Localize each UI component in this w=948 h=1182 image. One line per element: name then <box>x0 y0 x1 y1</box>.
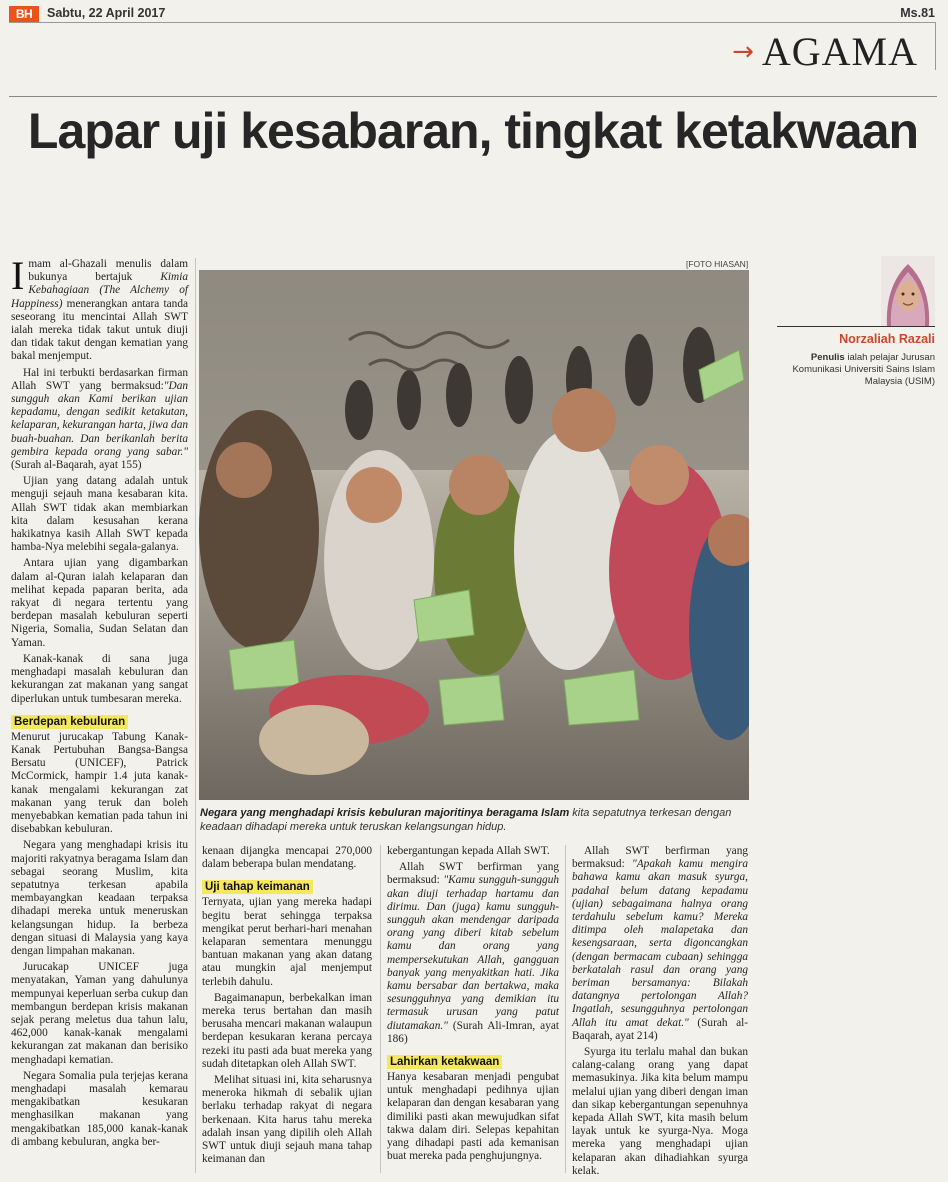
paragraph: Ujian yang datang adalah untuk menguji sejauh mana kesabaran kita. Allah SWT tidak akan membiarkan kita dalam kesusahan kerana hakikatnya kasih Allah SWT kepada hamba-Nya melebihi segala-galanya. <box>11 475 188 554</box>
quote: "Dan sungguh akan Kami berikan ujian kepadamu, dengan sedikit ketakutan, kelaparan, kekurangan harta, jiwa dan buah-buahan. Dan berikanlah berita gembira kepada orang yang sabar." <box>11 379 188 458</box>
lead-text: mam al-Ghazali menulis dalam bukunya bertajuk <box>28 258 188 284</box>
section-header <box>732 30 918 74</box>
citation: (Surah Ali-Imran, ayat 186) <box>387 1019 559 1045</box>
bh-logo: BH <box>9 6 39 23</box>
issue-date: Sabtu, 22 April 2017 <box>47 6 166 20</box>
headline: Lapar uji kesabaran, tingkat ketakwaan <box>27 103 919 159</box>
quote: "Apakah kamu mengira bahawa kamu akan masuk syurga, padahal belum datang kepadamu (ujian) sebagaimana halnya orang terdahulu sebelum kamu? Mereka ditimpa oleh malapetaka dan kesengsaraan, serta digoncangkan (dengan bermacam cubaan) sehingga berkatalah rasul dan orang yang beriman bersamanya: Bilakah datangnya pertolongan Allah? Ingatlah, sesungguhnya pertolongan Allah itu amat dekat." <box>572 858 749 1029</box>
article-column-1 <box>11 253 188 1152</box>
article-column-2 <box>202 845 372 1169</box>
subheading: Lahirkan ketakwaan <box>387 1055 502 1069</box>
author-bio-text: ialah pelajar Jurusan Komunikasi Universiti Sains Islam Malaysia (USIM) <box>792 352 935 387</box>
article-column-4 <box>572 845 748 1181</box>
article-column-3 <box>387 845 559 1166</box>
paragraph: kebergantungan kepada Allah SWT. <box>387 845 550 857</box>
paragraph: Menurut jurucakap Tabung Kanak-Kanak Pertubuhan Bangsa-Bangsa Bersatu (UNICEF), Patrick McCormick, hampir 1.4 juta kanak-kanak mengalami kekurangan zat makanan yang teruk dan boleh menyebabkan kematian pada tahun ini disebabkan kebuluran. <box>11 730 188 836</box>
paragraph: Antara ujian yang digambarkan dalam al-Quran ialah kelaparan dan melihat kepada paparan berita, ada rakyat di negara tertentu yang berdepan masalah kebuluran seperti Nigeria, Somalia, Sudan Selatan dan Yaman. <box>11 557 188 649</box>
lead-text-end: menerangkan antara tanda seseorang itu mencintai Allah SWT ialah mereka tidak takut untuk diuji dan tidak takut dengan kematian yang bakal menjemput. <box>11 297 188 363</box>
paragraph <box>11 367 188 473</box>
paragraph: Negara yang menghadapi krisis itu majoriti rakyatnya beragama Islam dan sebagai seorang Muslim, kita sepatutnya terkesan apabila membayangkan keadaan terpaksa dihadapi mereka untuk meneruskan kelangsungan hidup. Ia berbeza dengan situasi di Malaysia yang kaya dengan limpahan makanan. <box>11 839 188 957</box>
photo-caption <box>200 806 749 834</box>
citation: (Surah al-Baqarah, ayat 214) <box>572 1016 749 1042</box>
paragraph: Bagaimanapun, berbekalkan iman mereka terus bertahan dan masih berusaha mencari makanan walaupun berdepan kesukaran kerana percaya rezeki itu pasti ada buat mereka yang sudah ditetapkan oleh Allah SWT. <box>202 991 372 1070</box>
page-number: Ms.81 <box>900 6 935 20</box>
column-divider <box>380 845 381 1173</box>
paragraph: Melihat situasi ini, kita seharusnya meneroka hikmah di sebalik ujian berlaku terhadap rakyat di negara berkenaan. Kita harus tahu mereka adalah insan yang dipilih oleh Allah SWT untuk diuji sejauh mana tahap keimanan dan <box>202 1074 372 1166</box>
paragraph: kenaan dijangka mencapai 270,000 dalam beberapa bulan mendatang. <box>202 845 372 871</box>
subheading: Berdepan kebuluran <box>11 715 128 729</box>
paragraph <box>572 845 748 1043</box>
paragraph: Syurga itu terlalu mahal dan bukan calang-calang orang yang dapat memasukinya. Jika kita belum mampu melalui ujian yang diberi dengan iman dan sikap kebergantungan sepenuhnya kepada Allah SWT, kita masih belum layak untuk ke syurga-Nya. Moga mereka yang menghadapi ujian kelaparan akan dihadiahkan syurga kelak. <box>572 1046 748 1177</box>
paragraph <box>387 861 559 1046</box>
news-photo <box>199 270 749 800</box>
author-photo <box>881 256 935 326</box>
author-rule <box>777 326 935 327</box>
quote: "Kamu sungguh-sungguh akan diuji terhadap hartamu dan dirimu. Dan (juga) kamu sungguh-sungguh akan mendengar daripada orang yang diberi kitab sebelum kamu dan orang yang mempersekutukan Allah, gangguan banyak yang menyakitkan hati. Jika kamu bersabar dan bertakwa, maka sesungguhnya yang demikian itu termasuk urusan yang patut diutamakan." <box>387 874 559 1032</box>
headline-rule <box>9 96 937 97</box>
paragraph: Kanak-kanak di sana juga menghadapi masalah kebuluran dan kekurangan zat makanan yang sangat diperlukan untuk tumbesaran mereka. <box>11 652 188 705</box>
arrow-right-icon: → <box>732 37 754 67</box>
paragraph: Hanya kesabaran menjadi pengubat untuk menghadapi pedihnya ujian kelaparan dan dengan kesabaran yang dimiliki pasti akan mewujudkan sifat takwa dalam diri. Selepas kepahitan yang dihadapi pasti ada kemanisan buat mereka pada penghujungnya. <box>387 1071 559 1163</box>
paragraph: Jurucakap UNICEF juga menyatakan, Yaman yang dahulunya mempunyai keperluan serba cukup dan membangun berdepan krisis makanan sejak perang meletus dua tahun lalu, 462,000 kanak-kanak mengalami kekurangan zat makanan dan berisiko menghadapi kematian. <box>11 961 188 1066</box>
column-divider <box>195 258 196 1173</box>
paragraph-text: Allah SWT berfirman yang bermaksud: <box>387 861 559 887</box>
paragraph-text: Hal ini terbukti berdasarkan firman Allah SWT yang bermaksud: <box>11 366 188 392</box>
paragraph-text: Allah SWT berfirman yang bermaksud: <box>572 845 748 871</box>
top-rule <box>9 22 935 23</box>
caption-bold: Negara yang menghadapi krisis kebuluran majoritinya beragama Islam <box>200 807 570 819</box>
section-label: AGAMA <box>761 29 918 74</box>
subheading: Uji tahap keimanan <box>202 880 313 894</box>
lead-paragraph <box>11 253 188 364</box>
author-bio <box>760 352 935 388</box>
masthead <box>0 0 948 30</box>
author-role: Penulis <box>810 352 845 363</box>
paragraph: Negara Somalia pula terjejas kerana menghadapi masalah kemarau mengakibatkan kesukaran menghasilkan makanan yang mengakibatkan 185,000 kanak-kanak di ambang kebuluran, angka ber- <box>11 1069 188 1148</box>
author-name: Norzaliah Razali <box>839 332 935 346</box>
side-rule <box>935 22 936 70</box>
paragraph: Ternyata, ujian yang mereka hadapi begitu berat sehingga terpaksa mengikat perut berhari-hari menahan kelaparan sementara menunggu bantuan makanan yang akan datang atau mungkin ajal menjemput terlebih dahulu. <box>202 896 372 988</box>
book-title: Kimia Kebahagiaan (The Alchemy of Happiness) <box>11 271 188 310</box>
drop-cap: I <box>11 253 25 298</box>
column-divider <box>565 845 566 1173</box>
citation: (Surah al-Baqarah, ayat 155) <box>11 459 142 472</box>
photo-credit: [FOTO HIASAN] <box>686 259 749 269</box>
caption-text: kita sepatutnya terkesan dengan keadaan dihadapi mereka untuk teruskan kelangsungan hidup. <box>200 807 732 833</box>
